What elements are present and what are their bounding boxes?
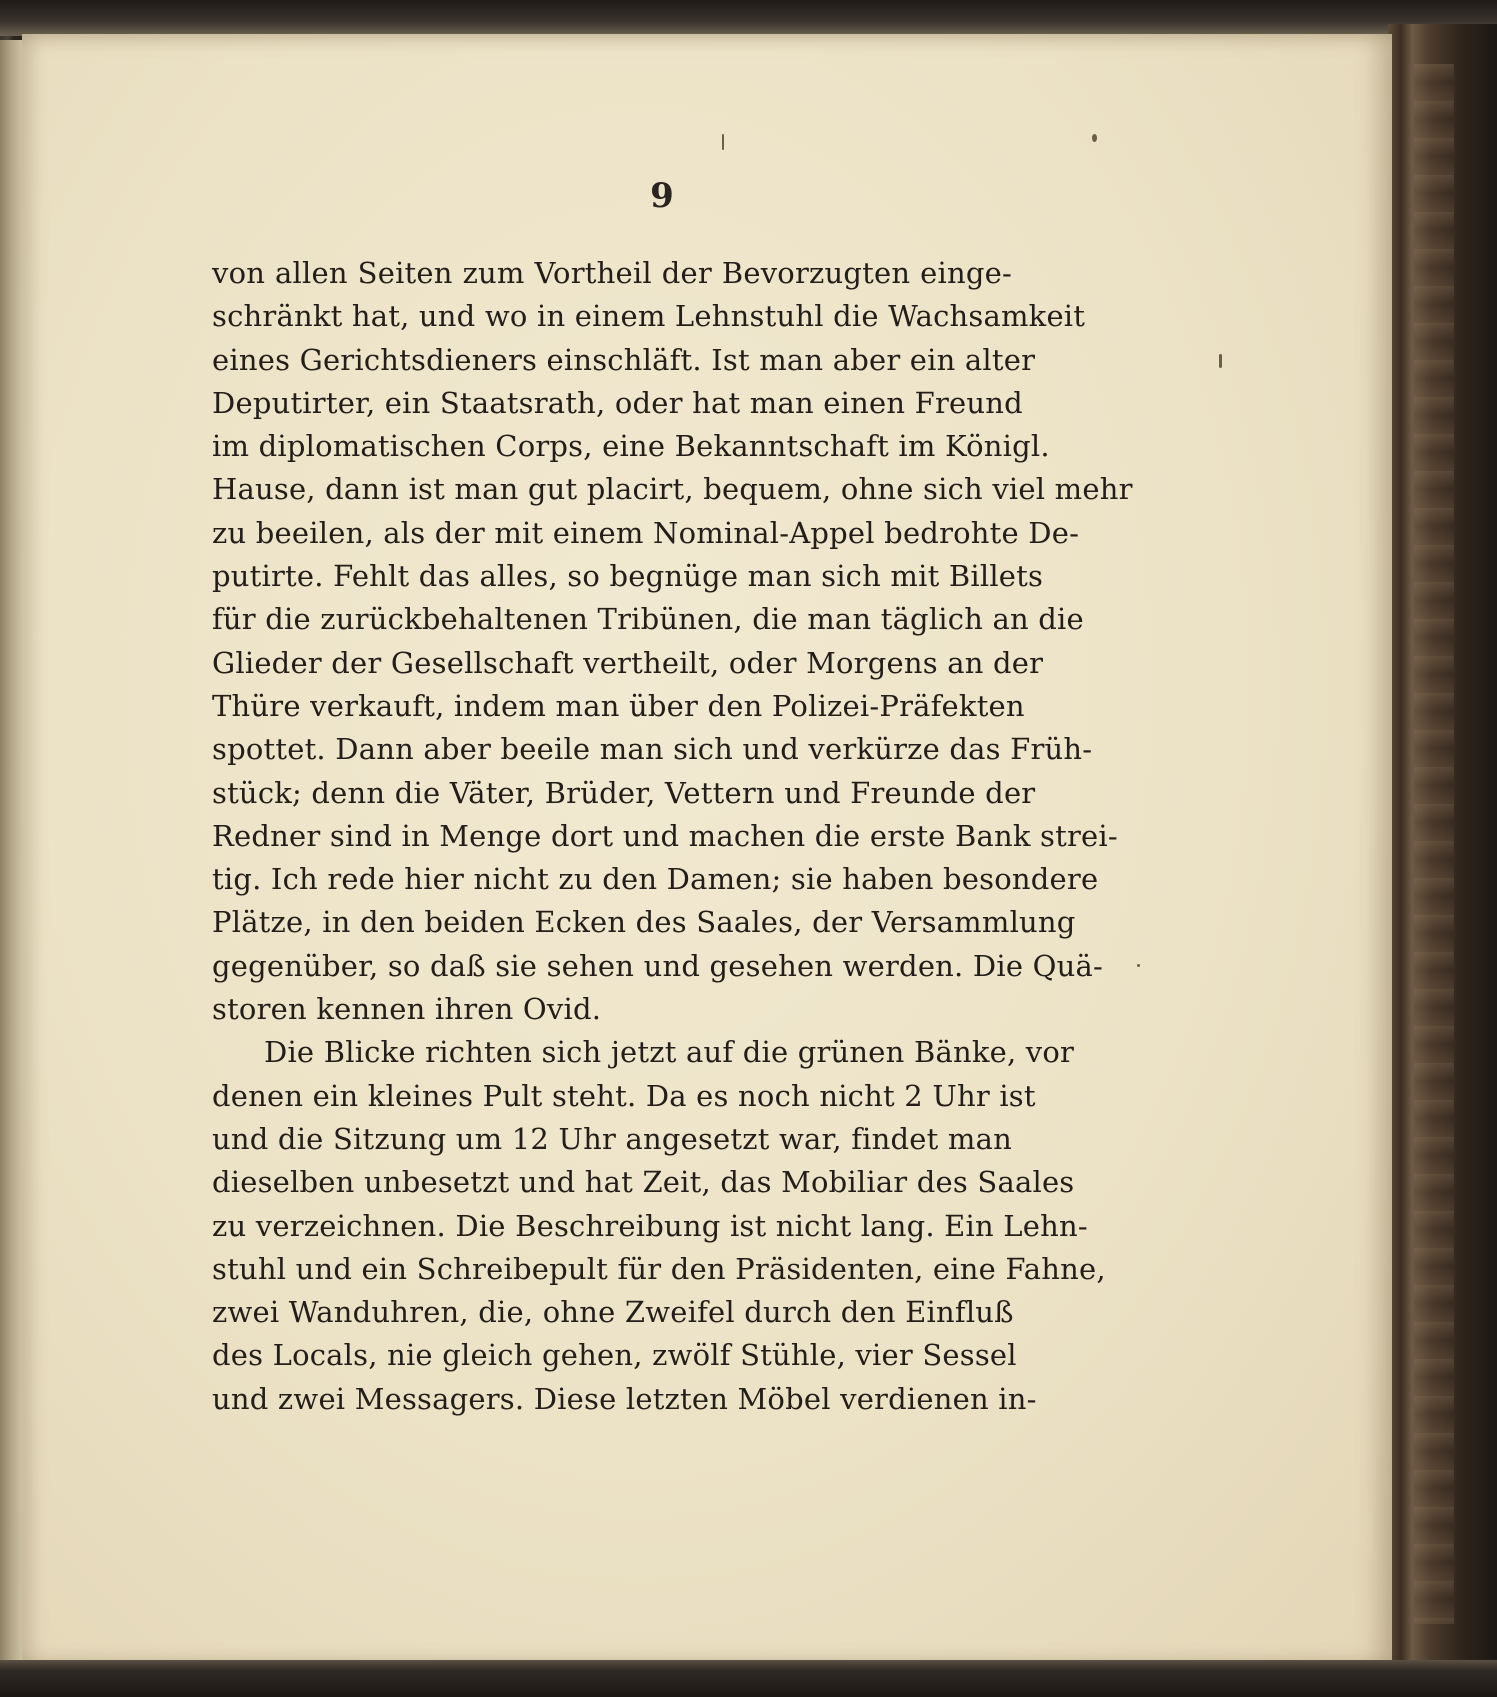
scanner-bottom-edge [0, 1660, 1497, 1697]
text-line: Glieder der Gesellschaft vertheilt, oder Morgens an der [212, 645, 1044, 680]
paper-speck [1092, 134, 1097, 142]
text-line: Die Blicke richten sich jetzt auf die grünen Bänke, vor [264, 1035, 1075, 1070]
text-line: Deputirter, ein Staatsrath, oder hat man einen Freund [212, 385, 1023, 420]
text-line: für die zurückbehaltenen Tribünen, die man täglich an die [212, 602, 1084, 637]
text-line: zu beeilen, als der mit einem Nominal-Appel bedrohte De- [212, 515, 1080, 550]
text-line: des Locals, nie gleich gehen, zwölf Stühle, vier Sessel [212, 1338, 1017, 1373]
page-body-text [212, 252, 1133, 1421]
text-line: im diplomatischen Corps, eine Bekanntschaft im Königl. [212, 429, 1050, 464]
page-number: 9 [650, 176, 674, 216]
text-line: dieselben unbesetzt und hat Zeit, das Mobiliar des Saales [212, 1165, 1075, 1200]
text-line: gegenüber, so daß sie sehen und gesehen werden. Die Quä- [212, 948, 1103, 983]
text-line: und die Sitzung um 12 Uhr angesetzt war, findet man [212, 1121, 1012, 1156]
text-line: eines Gerichtsdieners einschläft. Ist man aber ein alter [212, 342, 1036, 377]
book-page [22, 34, 1392, 1666]
text-line: Redner sind in Menge dort und machen die erste Bank strei- [212, 818, 1118, 853]
scanner-top-edge [0, 0, 1497, 36]
text-line: Hause, dann ist man gut placirt, bequem, ohne sich viel mehr [212, 472, 1133, 507]
text-line: denen ein kleines Pult steht. Da es noch nicht 2 Uhr ist [212, 1078, 1036, 1113]
paper-speck [722, 134, 724, 150]
text-line: und zwei Messagers. Diese letzten Möbel verdienen in- [212, 1381, 1037, 1416]
paper-speck [1219, 354, 1222, 368]
paper-speck [1137, 964, 1140, 967]
text-line: putirte. Fehlt das alles, so begnüge man sich mit Billets [212, 559, 1044, 594]
text-line: zwei Wanduhren, die, ohne Zweifel durch den Einfluß [212, 1295, 1014, 1330]
text-line: stück; denn die Väter, Brüder, Vettern und Freunde der [212, 775, 1036, 810]
text-line: schränkt hat, und wo in einem Lehnstuhl die Wachsamkeit [212, 299, 1086, 334]
text-line: spottet. Dann aber beeile man sich und verkürze das Früh- [212, 732, 1093, 767]
text-line: Thüre verkauft, indem man über den Polizei-Präfekten [212, 688, 1025, 723]
text-line: storen kennen ihren Ovid. [212, 992, 602, 1027]
text-line: zu verzeichnen. Die Beschreibung ist nicht lang. Ein Lehn- [212, 1208, 1088, 1243]
text-line: Plätze, in den beiden Ecken des Saales, der Versammlung [212, 905, 1076, 940]
book-cover-edge [1388, 24, 1497, 1674]
text-line: stuhl und ein Schreibepult für den Präsidenten, eine Fahne, [212, 1251, 1106, 1286]
text-line: von allen Seiten zum Vortheil der Bevorzugten einge- [212, 256, 1012, 290]
text-line: tig. Ich rede hier nicht zu den Damen; sie haben besondere [212, 862, 1099, 897]
